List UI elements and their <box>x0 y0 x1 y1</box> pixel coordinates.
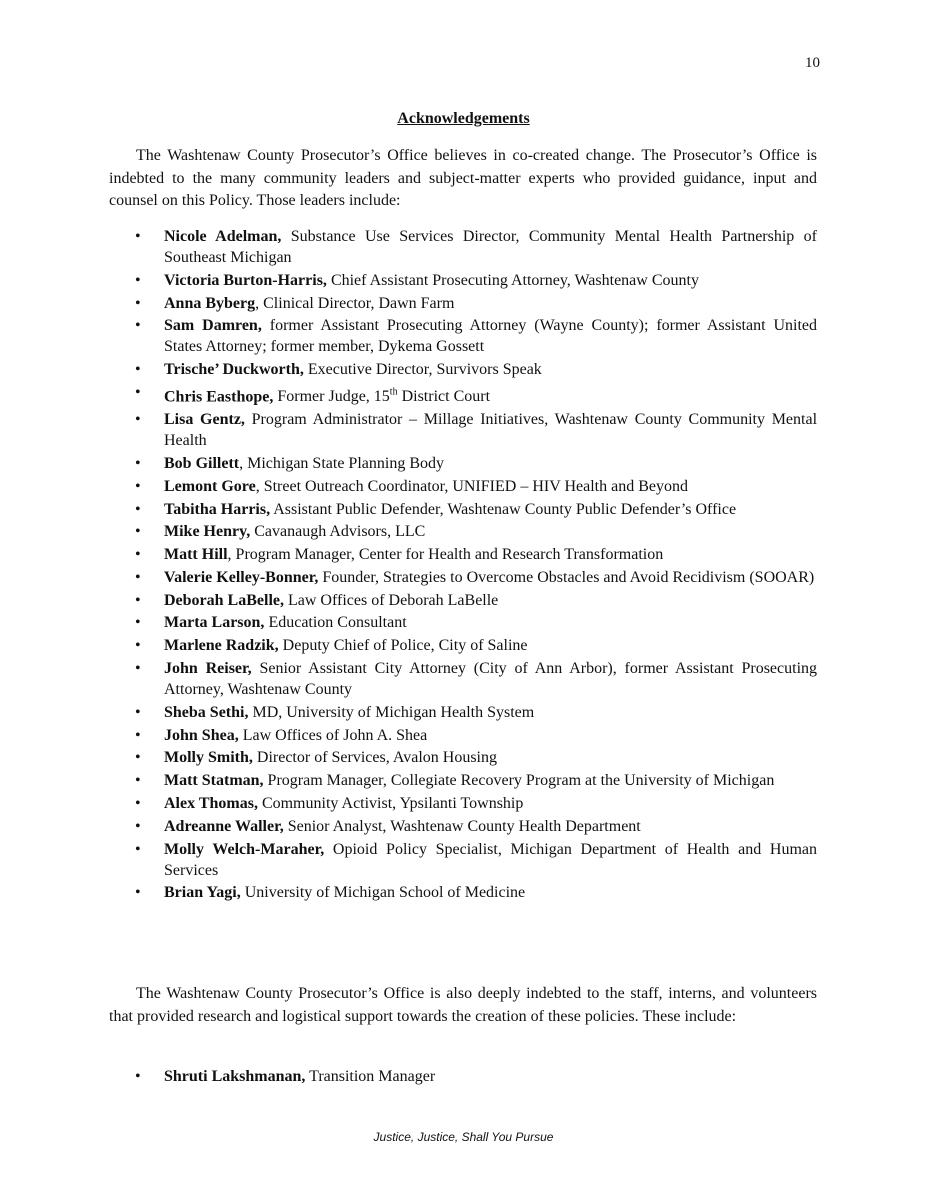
list-item <box>109 409 817 451</box>
list-item <box>109 521 817 542</box>
staff-list <box>109 1066 817 1089</box>
list-item <box>109 293 817 314</box>
person-name: Marta Larson, <box>164 614 265 632</box>
person-role: Education Consultant <box>264 614 407 632</box>
page-title: Acknowledgements <box>397 110 530 127</box>
person-name: Alex Thomas, <box>164 795 258 813</box>
list-item <box>109 1066 817 1087</box>
leaders-list <box>109 226 817 905</box>
person-name: Victoria Burton-Harris, <box>164 271 327 289</box>
list-item <box>109 747 817 768</box>
person-name: Valerie Kelley-Bonner, <box>164 568 319 586</box>
list-item <box>109 702 817 723</box>
person-name: Sheba Sethi, <box>164 703 249 721</box>
person-name: Brian Yagi, <box>164 884 241 902</box>
list-item <box>109 567 817 588</box>
person-role: Law Offices of Deborah LaBelle <box>284 591 499 609</box>
person-role: , Clinical Director, Dawn Farm <box>255 294 455 312</box>
list-item <box>109 658 817 700</box>
person-role: Senior Assistant City Attorney (City of Ann Arbor), former Assistant Prosecuting Attorney, Washtenaw County <box>164 660 818 699</box>
list-item <box>109 544 817 565</box>
list-item <box>109 839 817 881</box>
person-name: John Shea, <box>164 726 239 744</box>
person-role: Director of Services, Avalon Housing <box>252 749 497 767</box>
person-role: Cavanaugh Advisors, LLC <box>250 523 426 541</box>
person-role: Assistant Public Defender, Washtenaw County Public Defender’s Office <box>270 500 737 518</box>
person-role: Program Manager, Collegiate Recovery Program at the University of Michigan <box>263 772 775 790</box>
intro-paragraph: The Washtenaw County Prosecutor’s Office believes in co-created change. The Prosecutor’s Office is indebted to the many community leaders and subject-matter experts who provided guidance, input and counsel on this Policy. Those leaders include: <box>109 147 817 209</box>
person-name: Nicole Adelman, <box>164 228 282 245</box>
person-role: , Street Outreach Coordinator, UNIFIED – HIV Health and Beyond <box>255 477 688 495</box>
person-name: Trische’ Duckworth, <box>164 361 304 379</box>
staff-paragraph: The Washtenaw County Prosecutor’s Office is also deeply indebted to the staff, interns, and volunteers that provided research and logistical support towards the creation of these policies. These include: <box>109 985 817 1025</box>
person-name: Lemont Gore <box>164 477 256 495</box>
list-item <box>109 382 817 407</box>
person-name: Matt Statman, <box>164 772 264 790</box>
person-role: , Michigan State Planning Body <box>239 454 444 472</box>
person-name: Matt Hill <box>164 546 228 564</box>
page-number: 10 <box>805 55 820 71</box>
list-item <box>109 590 817 611</box>
list-item <box>109 315 817 357</box>
person-role: Substance Use Services Director, Community Mental Health Partnership of Southeast Michigan <box>164 228 817 266</box>
person-name: Sam Damren, <box>164 317 262 335</box>
person-role: Former Judge, 15th District Court <box>273 386 491 406</box>
person-role: Transition Manager <box>305 1068 436 1085</box>
person-role: MD, University of Michigan Health System <box>248 703 535 721</box>
list-item <box>109 226 817 268</box>
person-role: Chief Assistant Prosecuting Attorney, Washtenaw County <box>326 271 699 289</box>
person-role: Program Administrator – Millage Initiatives, Washtenaw County Community Mental Health <box>164 411 818 450</box>
list-item <box>109 635 817 656</box>
list-item <box>109 270 817 291</box>
person-name: Shruti Lakshmanan, <box>164 1068 306 1085</box>
list-item <box>109 453 817 474</box>
person-role: Senior Analyst, Washtenaw County Health Department <box>283 817 641 835</box>
person-name: Molly Smith, <box>164 749 253 767</box>
person-role: Executive Director, Survivors Speak <box>303 361 542 379</box>
person-name: Adreanne Waller, <box>164 817 284 835</box>
list-item <box>109 499 817 520</box>
list-item <box>109 476 817 497</box>
list-item <box>109 725 817 746</box>
person-name: Deborah LaBelle, <box>164 591 284 609</box>
list-item <box>109 359 817 380</box>
person-role: former Assistant Prosecuting Attorney (Wayne County); former Assistant United States Attorney; former member, Dykema Gossett <box>164 317 818 356</box>
person-name: Molly Welch-Maraher, <box>164 840 325 858</box>
person-role: Law Offices of John A. Shea <box>238 726 428 744</box>
list-item <box>109 793 817 814</box>
person-name: Lisa Gentz, <box>164 411 245 429</box>
person-name: Marlene Radzik, <box>164 637 279 655</box>
person-role: University of Michigan School of Medicine <box>240 884 526 902</box>
person-role: , Program Manager, Center for Health and Research Transformation <box>227 546 664 564</box>
person-name: John Reiser, <box>164 660 252 678</box>
person-name: Chris Easthope, <box>164 388 274 406</box>
person-name: Anna Byberg <box>164 294 256 312</box>
person-name: Bob Gillett <box>164 454 240 472</box>
page-footer: Justice, Justice, Shall You Pursue <box>373 1130 554 1144</box>
person-role: Deputy Chief of Police, City of Saline <box>278 637 528 655</box>
person-name: Mike Henry, <box>164 523 251 541</box>
person-name: Tabitha Harris, <box>164 500 271 518</box>
list-item <box>109 882 817 903</box>
person-role: Community Activist, Ypsilanti Township <box>257 795 524 813</box>
person-role: Opioid Policy Specialist, Michigan Department of Health and Human Services <box>164 840 818 879</box>
list-item <box>109 770 817 791</box>
list-item <box>109 612 817 633</box>
person-role: Founder, Strategies to Overcome Obstacles and Avoid Recidivism (SOOAR) <box>318 568 815 586</box>
list-item <box>109 816 817 837</box>
